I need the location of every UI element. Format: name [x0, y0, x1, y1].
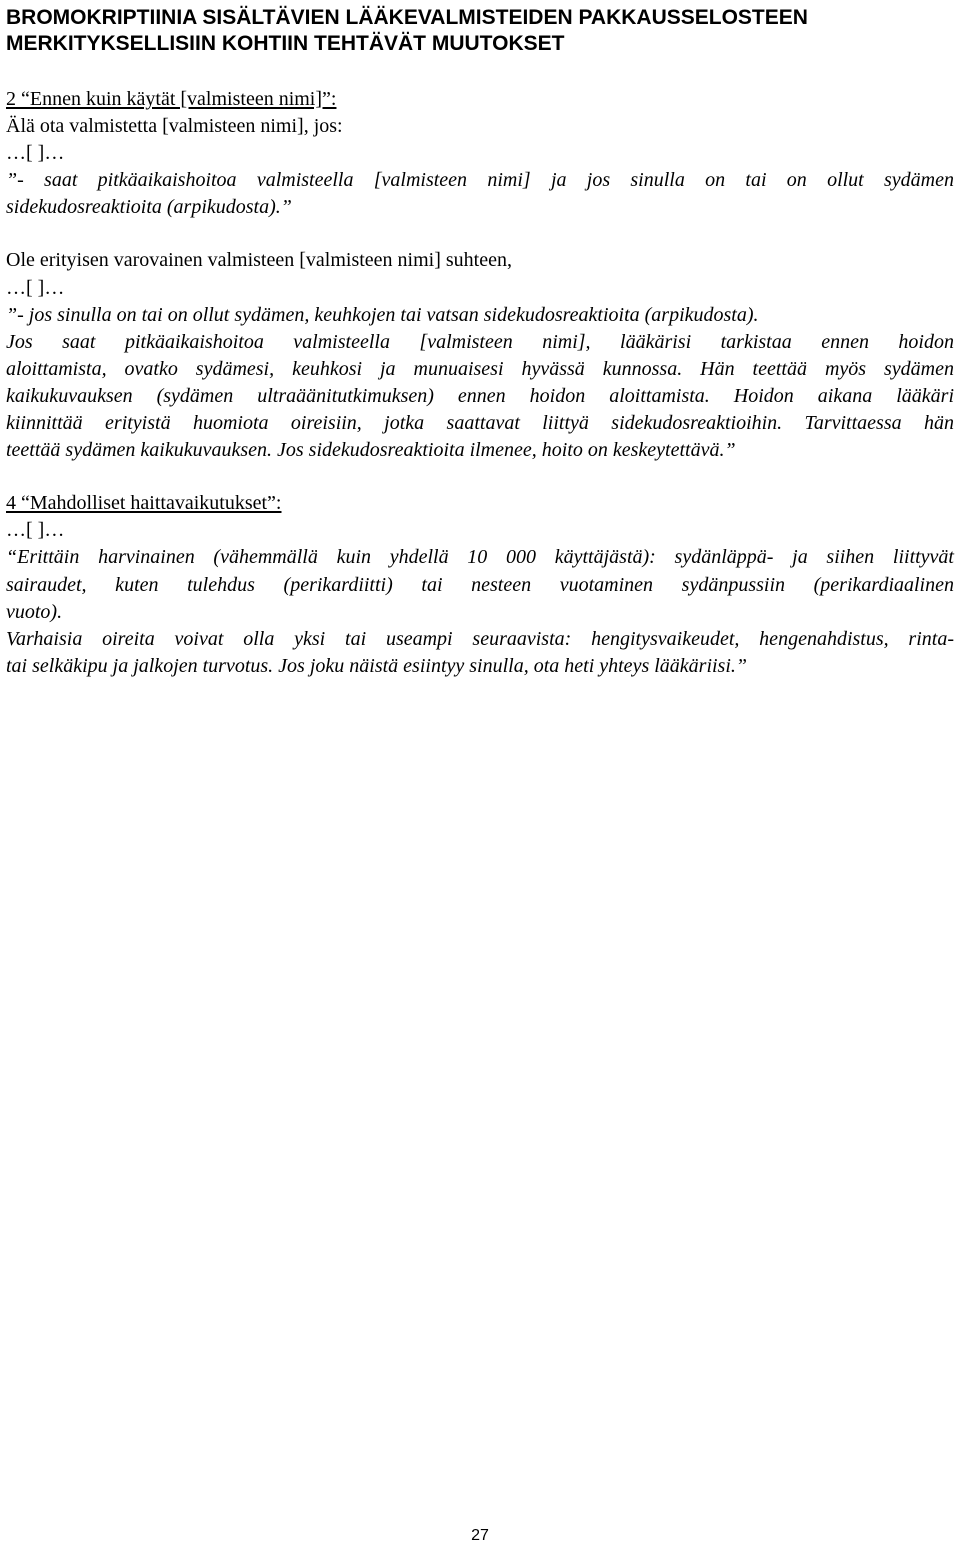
page-number: 27 — [471, 1527, 489, 1544]
side-effect-line: “Erittäin harvinainen (vähemmällä kuin yhdellä 10 000 käyttäjästä): sydänläppä- ja siihen liittyvät — [6, 546, 954, 569]
omission-marker: …[ ]… — [6, 142, 65, 165]
warning-paragraph-line: Jos saat pitkäaikaishoitoa valmisteella [valmisteen nimi], lääkärisi tarkistaa ennen hoidon — [6, 330, 954, 353]
omission-marker: …[ ]… — [6, 276, 65, 299]
contraindication-bullet-end: sidekudosreaktioita (arpikudosta).” — [6, 196, 292, 219]
do-not-take-text: Älä ota valmistetta [valmisteen nimi], jos: — [6, 115, 343, 138]
omission-marker: …[ ]… — [6, 519, 65, 542]
section-4-heading: 4 “Mahdolliset haittavaikutukset”: — [6, 492, 282, 515]
side-effect-line: sairaudet, kuten tulehdus (perikardiitti) tai nesteen vuotaminen sydänpussiin (perikardiaalinen — [6, 573, 954, 596]
careful-text: Ole erityisen varovainen valmisteen [valmisteen nimi] suhteen, — [6, 249, 512, 272]
document-title: BROMOKRIPTIINIA SISÄLTÄVIEN LÄÄKEVALMISTEIDEN PAKKAUSSELOSTEEN MERKITYKSELLISIIN KOHTIIN TEHTÄVÄT MUUTOKSET — [6, 6, 808, 55]
warning-paragraph-line: kaikukuvauksen (sydämen ultraäänitutkimuksen) ennen hoidon aloittamista. Hoidon aikana lääkäri — [6, 384, 954, 407]
warning-paragraph-line: aloittamista, ovatko sydämesi, keuhkosi ja munuaisesi hyvässä kunnossa. Hän teettää myös sydämen — [6, 357, 954, 380]
warning-bullet: ”- jos sinulla on tai on ollut sydämen, keuhkojen tai vatsan sidekudosreaktioita (arpikudosta). — [6, 303, 759, 326]
warning-paragraph-line: teettää sydämen kaikukuvauksen. Jos sidekudosreaktioita ilmenee, hoito on keskeytettävä.” — [6, 439, 736, 462]
document-body — [6, 86, 954, 680]
contraindication-bullet: ”- saat pitkäaikaishoitoa valmisteella [valmisteen nimi] ja jos sinulla on tai on ollut sydämen — [6, 169, 954, 192]
side-effect-line: Varhaisia oireita voivat olla yksi tai useampi seuraavista: hengitysvaikeudet, hengenahdistus, rinta- — [6, 627, 954, 650]
side-effect-line: vuoto). — [6, 600, 63, 623]
section-2-heading: 2 “Ennen kuin käytät [valmisteen nimi]”: — [6, 88, 337, 110]
side-effect-line: tai selkäkipu ja jalkojen turvotus. Jos joku näistä esiintyy sinulla, ota heti yhteys lääkäriisi.” — [6, 654, 748, 677]
warning-paragraph-line: kiinnittää erityistä huomiota oireisiin, jotka saattavat liittyä sidekudosreaktioihin. Tarvittaessa hän — [6, 412, 954, 435]
